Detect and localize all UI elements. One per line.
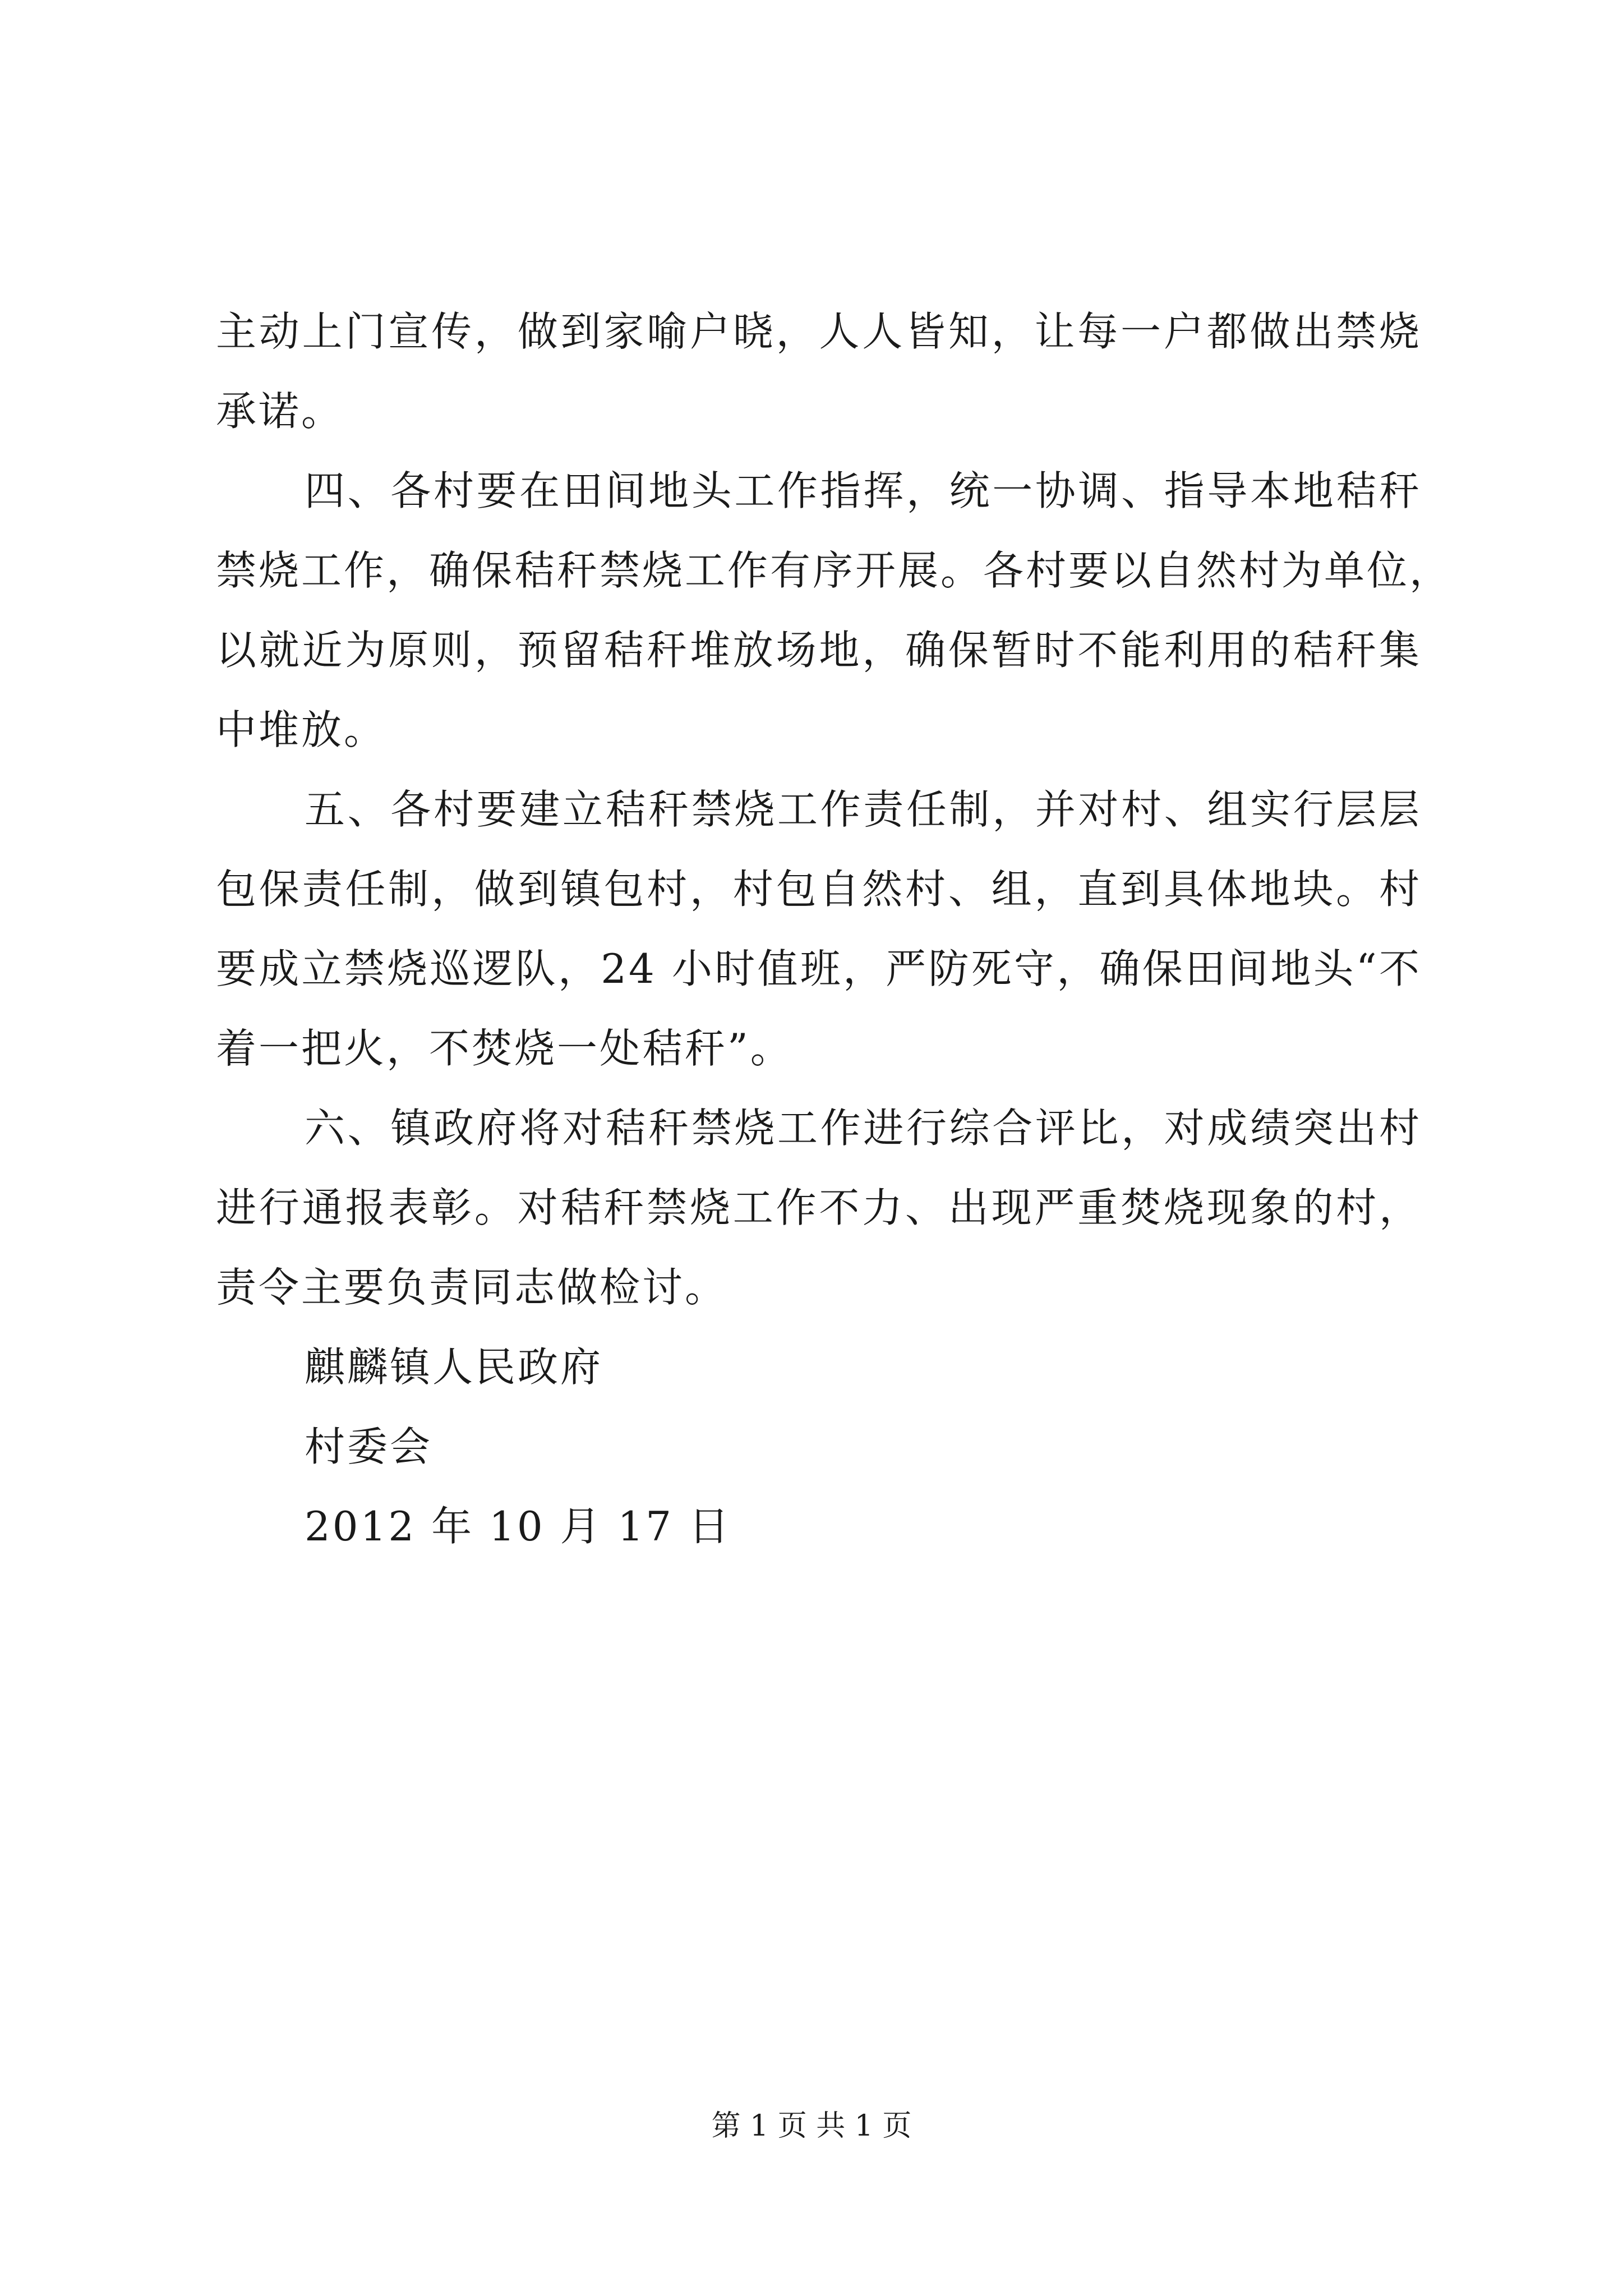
text-line: 以就近为原则，预留秸秆堆放场地，确保暂时不能利用的秸秆集 [216,627,1422,674]
paragraph-item-5 [216,770,1422,1088]
page-footer: 第 1 页 共 1 页 [711,2109,912,2143]
signature-org-government: 麒麟镇人民政府 [305,1343,603,1391]
paragraph-item-4 [216,451,1453,770]
document-body [216,292,1453,1566]
text-line: 要成立禁烧巡逻队，24 小时值班，严防死守，确保田间地头“不 [216,945,1422,992]
text-line: 着一把火，不焚烧一处秸秆”。 [216,1025,793,1072]
text-line: 五、各村要建立秸秆禁烧工作责任制，并对村、组实行层层 [305,786,1422,833]
text-line: 主动上门宣传，做到家喻户晓，人人皆知，让每一户都做出禁烧 [216,308,1422,355]
text-line: 包保责任制，做到镇包村，村包自然村、组，直到具体地块。村 [216,866,1422,913]
paragraph-item-6 [216,1088,1422,1327]
text-line: 四、各村要在田间地头工作指挥，统一协调、指导本地秸秆 [305,467,1422,514]
text-line: 六、镇政府将对秸秆禁烧工作进行综合评比，对成绩突出村 [305,1105,1422,1152]
text-line: 进行通报表彰。对秸秆禁烧工作不力、出现严重焚烧现象的村， [216,1184,1422,1231]
signature-block [216,1327,1422,1566]
paragraph-continuation [216,292,1422,451]
text-line: 责令主要负责同志做检讨。 [216,1264,728,1311]
text-line: 禁烧工作，确保秸秆禁烧工作有序开展。各村要以自然村为单位， [216,547,1453,594]
signature-date: 2012 年 10 月 17 日 [305,1503,731,1550]
text-line: 承诺。 [216,388,344,435]
signature-org-village-committee: 村委会 [305,1423,433,1470]
text-line: 中堆放。 [216,706,387,753]
